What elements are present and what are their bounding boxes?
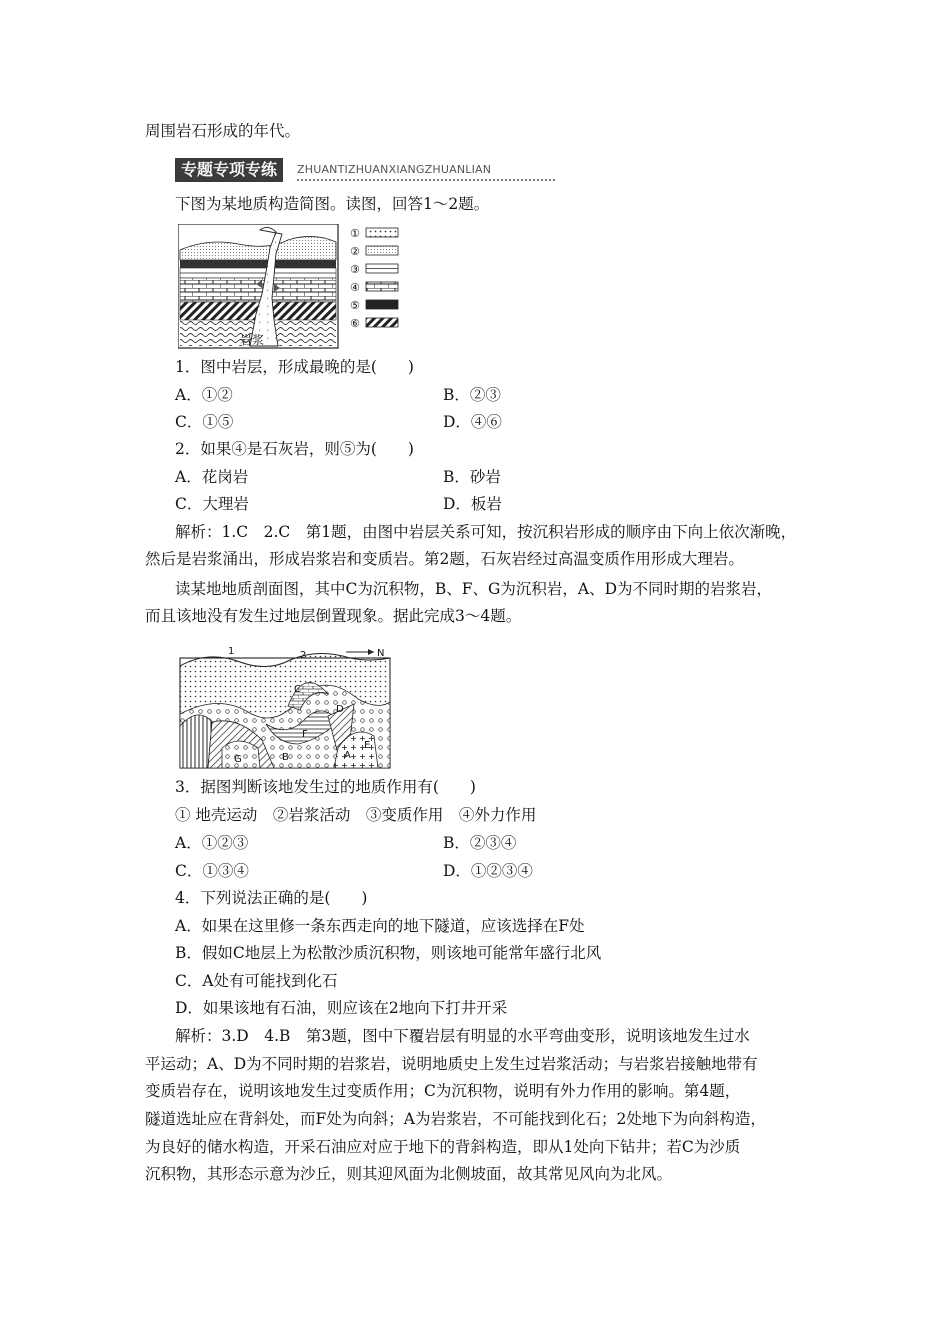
answer-12-line-2: 然后是岩浆涌出，形成岩浆岩和变质岩。第2题，石灰岩经过高温变质作用形成大理岩。 xyxy=(145,550,744,568)
answer-12-line-1: 解析：1.C 2.C 第1题，由图中岩层关系可知，按沉积岩形成的顺序由下向上依次渐晚， xyxy=(175,523,797,541)
profile-label-e: E xyxy=(364,740,371,751)
profile-label-a: A xyxy=(344,750,351,761)
banner-pinyin: ZHUANTIZHUANXIANGZHUANLIAN xyxy=(297,163,492,176)
figure-1-legend xyxy=(350,227,398,330)
profile-label-1: 1 xyxy=(228,646,235,657)
fig2-intro-line-2: 而且该地没有发生过地层倒置现象。据此完成3～4题。 xyxy=(145,607,522,625)
q3-option-a[interactable]: A．①②③ xyxy=(175,834,249,852)
profile-label-b: B xyxy=(282,752,289,763)
section-banner xyxy=(175,158,555,184)
q3-option-b[interactable]: B．②③④ xyxy=(443,834,517,852)
q4-stem: 4．下列说法正确的是( ) xyxy=(175,889,368,907)
q3-option-d[interactable]: D．①②③④ xyxy=(443,862,533,880)
north-label: N xyxy=(377,648,385,659)
legend-label-6: ⑥ xyxy=(350,317,360,330)
geology-figure-1 xyxy=(178,224,418,350)
q4-option-d[interactable]: D．如果该地有石油，则应该在2地向下打井开采 xyxy=(175,999,508,1017)
profile-label-c: C xyxy=(294,684,301,695)
q2-stem: 2．如果④是石灰岩，则⑤为( ) xyxy=(175,440,414,458)
answer-34-line-1: 解析：3.D 4.B 第3题，图中下覆岩层有明显的水平弯曲变形，说明该地发生过水 xyxy=(175,1027,750,1045)
legend-label-3: ③ xyxy=(350,263,360,276)
profile-label-f: F xyxy=(302,729,308,740)
q2-option-d[interactable]: D．板岩 xyxy=(443,495,502,513)
legend-label-2: ② xyxy=(350,245,360,258)
banner-title: 专题专项专练 xyxy=(175,158,283,182)
q4-option-b[interactable]: B．假如C地层上为松散沙质沉积物，则该地可能常年盛行北风 xyxy=(175,944,602,962)
legend-label-5: ⑤ xyxy=(350,299,360,312)
intro-tail: 周围岩石形成的年代。 xyxy=(145,122,301,140)
profile-label-2: 2 xyxy=(300,650,307,661)
answer-34-line-5: 为良好的储水构造，开采石油应对应于地下的背斜构造，即从1处向下钻井；若C为沙质 xyxy=(145,1138,741,1156)
q4-option-a[interactable]: A．如果在这里修一条东西走向的地下隧道，应该选择在F处 xyxy=(175,917,585,935)
profile-label-d: D xyxy=(336,704,344,715)
profile-label-g: G xyxy=(234,754,242,765)
legend-label-1: ① xyxy=(350,227,360,240)
q2-option-a[interactable]: A．花岗岩 xyxy=(175,468,249,486)
q1-stem: 1．图中岩层，形成最晚的是( ) xyxy=(175,358,414,376)
q4-option-c[interactable]: C．A处有可能找到化石 xyxy=(175,972,338,990)
q3-stem: 3．据图判断该地发生过的地质作用有( ) xyxy=(175,778,476,796)
q3-option-c[interactable]: C．①③④ xyxy=(175,862,249,880)
fig2-intro-line-1: 读某地地质剖面图，其中C为沉积物，B、F、G为沉积岩，A、D为不同时期的岩浆岩， xyxy=(175,580,773,598)
legend-label-4: ④ xyxy=(350,281,360,294)
fig1-intro: 下图为某地质构造简图。读图，回答1～2题。 xyxy=(175,195,490,213)
geology-figure-2 xyxy=(178,644,393,770)
answer-34-line-2: 平运动；A、D为不同时期的岩浆岩，说明地质史上发生过岩浆活动；与岩浆岩接触地带有 xyxy=(145,1055,758,1073)
q2-option-b[interactable]: B．砂岩 xyxy=(443,468,501,486)
q1-option-d[interactable]: D．④⑥ xyxy=(443,413,502,431)
q2-option-c[interactable]: C．大理岩 xyxy=(175,495,249,513)
answer-34-line-6: 沉积物，其形态示意为沙丘，则其迎风面为北侧坡面，故其常见风向为北风。 xyxy=(145,1165,673,1183)
banner-divider xyxy=(297,179,555,181)
q3-sub-items: ① 地壳运动 ②岩浆活动 ③变质作用 ④外力作用 xyxy=(175,806,537,824)
answer-34-line-4: 隧道选址应在背斜处，而F处为向斜；A为岩浆岩，不可能找到化石；2处地下为向斜构造， xyxy=(145,1110,766,1128)
q1-option-b[interactable]: B．②③ xyxy=(443,386,501,404)
answer-34-line-3: 变质岩存在，说明该地发生过变质作用；C为沉积物，说明有外力作用的影响。第4题， xyxy=(145,1082,741,1100)
q1-option-c[interactable]: C．①⑤ xyxy=(175,413,234,431)
q1-option-a[interactable]: A．①② xyxy=(175,386,233,404)
magma-label: 岩浆 xyxy=(240,333,265,347)
